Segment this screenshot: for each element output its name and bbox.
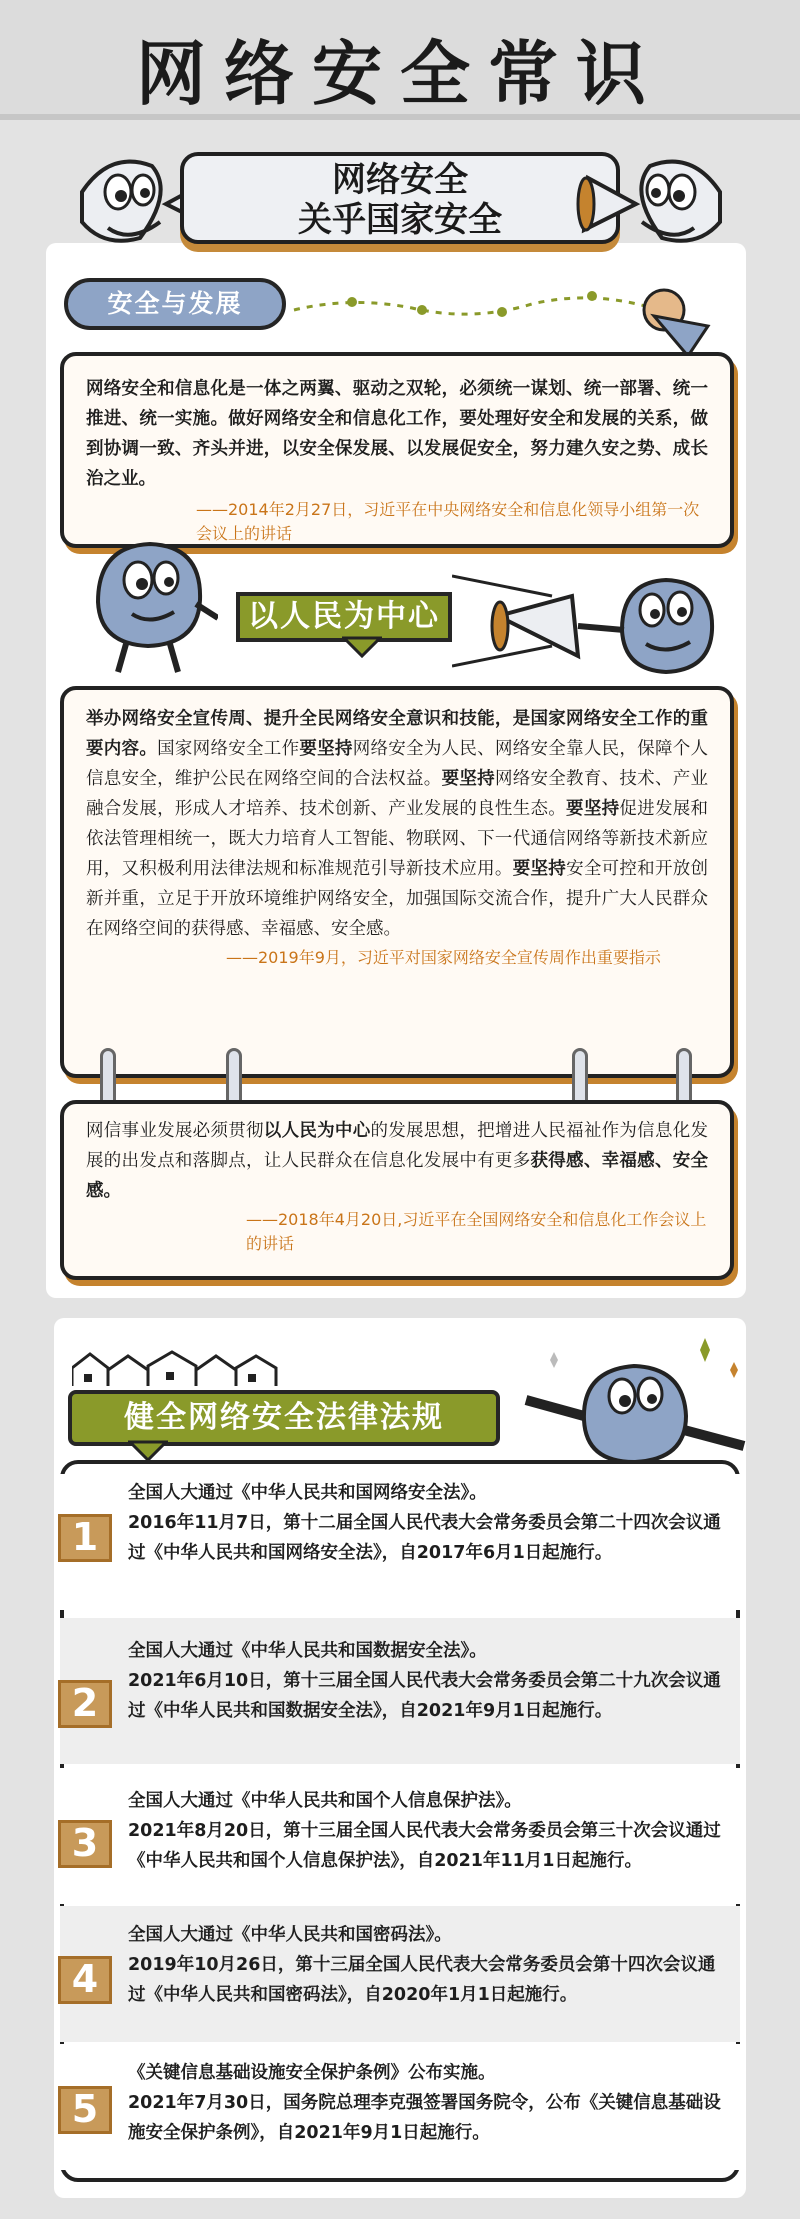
law-number-badge: 1 — [58, 1514, 112, 1562]
quote-source: ——2014年2月27日，习近平在中央网络安全和信息化领导小组第一次会议上的讲话 — [196, 500, 700, 543]
mascot-blue-left-icon — [78, 532, 218, 682]
law-number-badge: 4 — [58, 1956, 112, 2004]
law-text: 2021年7月30日，国务院总理李克强签署国务院令，公布《关键信息基础设施安全保护条例》，自2021年9月1日起施行。 — [128, 2093, 721, 2143]
quote-card-security-development — [60, 352, 734, 548]
ribbon-pointer-icon — [128, 1440, 168, 1462]
subtitle-box — [180, 152, 620, 244]
quote-card-people-centered — [60, 686, 734, 1078]
quote-source-2019: ——2019年9月，习近平对国家网络安全宣传周作出重要指示 — [226, 948, 661, 967]
quote-body-2019 — [86, 704, 708, 944]
law-number-badge: 2 — [58, 1680, 112, 1728]
keyword-text: 要坚持 — [566, 799, 620, 819]
house-skyline-icon — [72, 1348, 282, 1388]
keyword-text: 要坚持 — [441, 769, 495, 789]
dotted-path-decoration — [292, 282, 712, 362]
body-text: 的发展思想，把增进人民福祉作为信息化发展的出发点和落脚点，让人民群众在信息化发展中有更多 — [86, 1121, 709, 1171]
body-text: 安全可控和开放创新并重，立足于开放环境维护网络安全，加强国际交流合作，提升广大人民群众在网络空间的获得感、幸福感、安全感。 — [86, 859, 709, 939]
law-item-2 — [60, 1618, 740, 1764]
body-text: 网络安全为人民、网络安全靠人民，保障个人信息安全，维护公民在网络空间的合法权益。 — [86, 739, 709, 789]
law-title: 《关键信息基础设施安全保护条例》公布实施。 — [128, 2063, 496, 2083]
law-text: 2016年11月7日，第十二届全国人民代表大会常务委员会第二十四次会议通过《中华人民共和国网络安全法》，自2017年6月1日起施行。 — [128, 1513, 721, 1563]
ribbon-pointer-icon — [342, 636, 382, 658]
law-item-4 — [60, 1906, 740, 2042]
quote-source-2018: ——2018年4月20日,习近平在全国网络安全和信息化工作会议上的讲话 — [246, 1210, 707, 1253]
mascot-megaphone-right-icon — [452, 566, 742, 686]
quote-body: 网络安全和信息化是一体之两翼、驱动之双轮，必须统一谋划、统一部署、统一推进、统一实施。做好网络安全和信息化工作，要处理好安全和发展的关系，做到协调一致、齐头并进，以安全保发展、以发展促安全，努力建久安之势、成长治之业。 — [86, 379, 708, 489]
law-text: 2021年6月10日，第十三届全国人民代表大会常务委员会第二十九次会议通过《中华人民共和国数据安全法》，自2021年9月1日起施行。 — [128, 1671, 721, 1721]
section-ribbon-laws: 健全网络安全法律法规 — [68, 1390, 500, 1446]
law-title: 全国人大通过《中华人民共和国个人信息保护法》。 — [128, 1791, 522, 1811]
mascot-right-icon — [570, 152, 732, 262]
law-item-3 — [60, 1768, 740, 1904]
keyword-text: 要坚持 — [512, 859, 567, 879]
body-text: 网络安全教育、技术、产业融合发展，形成人才培养、技术创新、产业发展的良性生态。 — [86, 769, 709, 819]
keyword-text: 获得感、幸福感、安全感。 — [86, 1151, 708, 1201]
law-number-badge: 3 — [58, 1820, 112, 1868]
quote-body-2018 — [86, 1116, 708, 1206]
law-title: 全国人大通过《中华人民共和国密码法》。 — [128, 1925, 452, 1945]
law-text: 2021年8月20日，第十三届全国人民代表大会常务委员会第三十次会议通过《中华人民共和国个人信息保护法》，自2021年11月1日起施行。 — [128, 1821, 721, 1871]
section-ribbon-people-centered: 以人民为中心 — [236, 592, 452, 642]
body-text: 国家网络安全工作 — [157, 739, 300, 759]
keyword-text: 以人民为中心 — [263, 1121, 371, 1141]
law-item-5 — [60, 2044, 740, 2170]
subtitle-banner — [70, 152, 732, 262]
section-pill-security-development: 安全与发展 — [64, 278, 286, 330]
keyword-text: 要坚持 — [299, 739, 353, 759]
law-title: 全国人大通过《中华人民共和国网络安全法》。 — [128, 1483, 487, 1503]
emphasis-text: 举办网络安全宣传周、提升全民网络安全意识和技能，是国家网络安全工作的重要内容。 — [86, 709, 708, 759]
subtitle-line-1: 网络安全 — [332, 160, 468, 200]
law-item-1 — [60, 1474, 740, 1610]
quote-card-2018 — [60, 1100, 734, 1280]
page-title: 网络安全常识 — [136, 33, 664, 115]
subtitle-line-2: 关乎国家安全 — [298, 200, 502, 240]
law-number-badge: 5 — [58, 2086, 112, 2134]
body-text: 网信事业发展必须贯彻 — [86, 1121, 264, 1141]
law-title: 全国人大通过《中华人民共和国数据安全法》。 — [128, 1641, 487, 1661]
law-text: 2019年10月26日，第十三届全国人民代表大会常务委员会第十四次会议通过《中华人民共和国密码法》，自2020年1月1日起施行。 — [128, 1955, 716, 2005]
body-text: 促进发展和依法管理相统一，既大力培育人工智能、物联网、下一代通信网络等新技术新应用，又积极利用法律法规和标准规范引导新技术应用。 — [86, 799, 709, 879]
